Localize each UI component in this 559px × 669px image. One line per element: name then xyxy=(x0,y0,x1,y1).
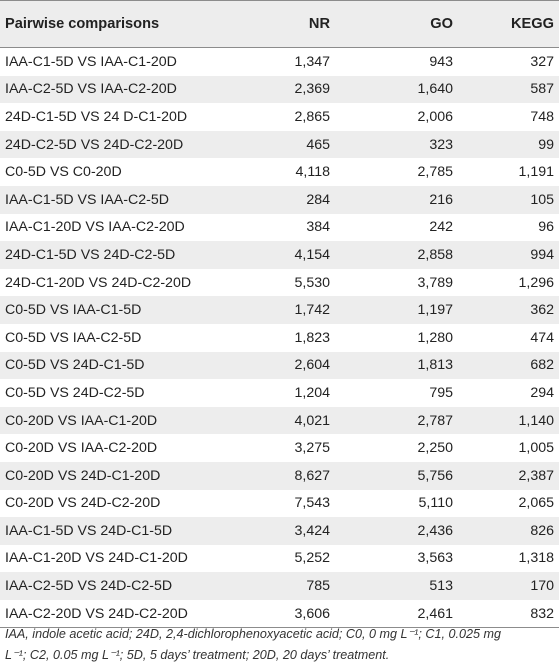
cell-go: 2,787 xyxy=(417,412,453,429)
table-row xyxy=(0,434,559,462)
cell-comparison: C0-20D VS 24D-C1-20D xyxy=(5,467,161,484)
header-nr: NR xyxy=(308,16,330,32)
cell-nr: 2,604 xyxy=(294,357,330,374)
cell-comparison: IAA-C1-20D VS 24D-C1-20D xyxy=(5,550,188,567)
cell-kegg: 294 xyxy=(530,384,554,401)
table-row xyxy=(0,158,559,186)
table-body xyxy=(0,48,559,627)
cell-go: 1,640 xyxy=(417,81,453,98)
cell-comparison: C0-5D VS 24D-C2-5D xyxy=(5,384,145,401)
cell-go: 795 xyxy=(429,384,453,401)
cell-go: 1,197 xyxy=(417,302,453,319)
cell-kegg: 832 xyxy=(530,605,554,622)
cell-go: 1,280 xyxy=(417,329,453,346)
cell-nr: 4,118 xyxy=(295,164,330,181)
cell-comparison: IAA-C1-20D VS IAA-C2-20D xyxy=(5,219,185,236)
cell-nr: 8,627 xyxy=(294,467,330,484)
cell-kegg: 748 xyxy=(530,108,554,125)
cell-go: 3,789 xyxy=(417,274,453,291)
cell-go: 323 xyxy=(429,136,453,153)
cell-kegg: 682 xyxy=(530,357,554,374)
table-row xyxy=(0,241,559,269)
cell-nr: 5,530 xyxy=(294,274,330,291)
cell-go: 2,250 xyxy=(417,440,453,457)
table-row xyxy=(0,103,559,131)
cell-go: 2,785 xyxy=(417,164,453,181)
table-row xyxy=(0,76,559,104)
cell-comparison: C0-20D VS IAA-C1-20D xyxy=(5,412,158,429)
table-row xyxy=(0,131,559,159)
cell-nr: 1,823 xyxy=(294,329,330,346)
table-row xyxy=(0,545,559,573)
table-row xyxy=(0,572,559,600)
cell-go: 2,006 xyxy=(417,108,453,125)
cell-go: 2,436 xyxy=(417,522,453,539)
table-row xyxy=(0,296,559,324)
cell-kegg: 2,065 xyxy=(518,495,554,512)
cell-nr: 7,543 xyxy=(294,495,330,512)
cell-nr: 4,154 xyxy=(294,246,330,263)
cell-comparison: C0-5D VS IAA-C1-5D xyxy=(5,302,142,319)
cell-nr: 1,347 xyxy=(294,53,330,70)
cell-nr: 3,424 xyxy=(294,522,330,539)
header-kegg: KEGG xyxy=(511,16,554,32)
cell-kegg: 327 xyxy=(530,53,554,70)
cell-go: 2,858 xyxy=(417,246,453,263)
cell-nr: 3,275 xyxy=(294,440,330,457)
cell-comparison: 24D-C2-5D VS 24D-C2-20D xyxy=(5,136,184,153)
cell-comparison: C0-5D VS 24D-C1-5D xyxy=(5,357,145,374)
cell-kegg: 1,005 xyxy=(518,440,554,457)
cell-kegg: 474 xyxy=(530,329,554,346)
cell-go: 513 xyxy=(429,578,453,595)
cell-go: 242 xyxy=(429,219,453,236)
cell-nr: 384 xyxy=(306,219,330,236)
cell-comparison: IAA-C2-5D VS IAA-C2-20D xyxy=(5,81,177,98)
cell-comparison: IAA-C2-5D VS 24D-C2-5D xyxy=(5,578,173,595)
cell-comparison: C0-5D VS C0-20D xyxy=(5,164,122,181)
cell-kegg: 362 xyxy=(530,302,554,319)
cell-nr: 1,742 xyxy=(294,302,330,319)
cell-comparison: IAA-C1-5D VS 24D-C1-5D xyxy=(5,522,173,539)
header-go: GO xyxy=(430,16,453,32)
header-pairwise: Pairwise comparisons xyxy=(5,16,160,32)
cell-nr: 4,021 xyxy=(294,412,330,429)
cell-kegg: 170 xyxy=(530,578,554,595)
cell-kegg: 99 xyxy=(538,136,554,153)
header-row xyxy=(0,1,559,47)
table-row xyxy=(0,490,559,518)
table-footnote xyxy=(5,624,553,666)
cell-nr: 2,369 xyxy=(294,81,330,98)
cell-go: 5,110 xyxy=(418,495,453,512)
cell-comparison: 24D-C1-20D VS 24D-C2-20D xyxy=(5,274,192,291)
cell-nr: 5,252 xyxy=(294,550,330,567)
cell-nr: 1,204 xyxy=(294,384,330,401)
table-row xyxy=(0,352,559,380)
cell-kegg: 1,318 xyxy=(518,550,554,567)
table-row xyxy=(0,214,559,242)
table-row xyxy=(0,186,559,214)
cell-comparison: 24D-C1-5D VS 24D-C2-5D xyxy=(5,246,176,263)
cell-kegg: 994 xyxy=(530,246,554,263)
table-row xyxy=(0,379,559,407)
table-row xyxy=(0,324,559,352)
footnote-line-1: IAA, indole acetic acid; 24D, 2,4-dichlorophenoxyacetic acid; C0, 0 mg L⁻¹; C1, 0.025 mg xyxy=(5,627,501,641)
cell-go: 5,756 xyxy=(417,467,453,484)
table-row xyxy=(0,269,559,297)
cell-go: 216 xyxy=(429,191,453,208)
cell-kegg: 587 xyxy=(530,81,554,98)
cell-nr: 284 xyxy=(306,191,330,208)
cell-kegg: 826 xyxy=(530,522,554,539)
cell-kegg: 1,140 xyxy=(518,412,554,429)
cell-comparison: IAA-C1-5D VS IAA-C2-5D xyxy=(5,191,169,208)
cell-go: 1,813 xyxy=(417,357,453,374)
table-row xyxy=(0,407,559,435)
table-row xyxy=(0,48,559,76)
cell-nr: 3,606 xyxy=(294,605,330,622)
cell-comparison: C0-20D VS IAA-C2-20D xyxy=(5,440,158,457)
cell-kegg: 2,387 xyxy=(518,467,554,484)
table-row xyxy=(0,462,559,490)
cell-nr: 465 xyxy=(306,136,330,153)
footnote-line-2: L⁻¹; C2, 0.05 mg L⁻¹; 5D, 5 days’ treatment; 20D, 20 days’ treatment. xyxy=(5,648,390,662)
cell-go: 2,461 xyxy=(417,605,453,622)
cell-go: 3,563 xyxy=(417,550,453,567)
cell-comparison: C0-5D VS IAA-C2-5D xyxy=(5,329,142,346)
table-row xyxy=(0,517,559,545)
cell-comparison: 24D-C1-5D VS 24 D-C1-20D xyxy=(5,108,188,125)
cell-go: 943 xyxy=(429,53,453,70)
cell-kegg: 1,191 xyxy=(518,164,554,181)
cell-kegg: 1,296 xyxy=(518,274,554,291)
cell-kegg: 96 xyxy=(538,219,554,236)
cell-nr: 785 xyxy=(306,578,330,595)
cell-comparison: IAA-C1-5D VS IAA-C1-20D xyxy=(5,53,177,70)
cell-kegg: 105 xyxy=(530,191,554,208)
cell-comparison: IAA-C2-20D VS 24D-C2-20D xyxy=(5,605,188,622)
cell-comparison: C0-20D VS 24D-C2-20D xyxy=(5,495,161,512)
cell-nr: 2,865 xyxy=(294,108,330,125)
